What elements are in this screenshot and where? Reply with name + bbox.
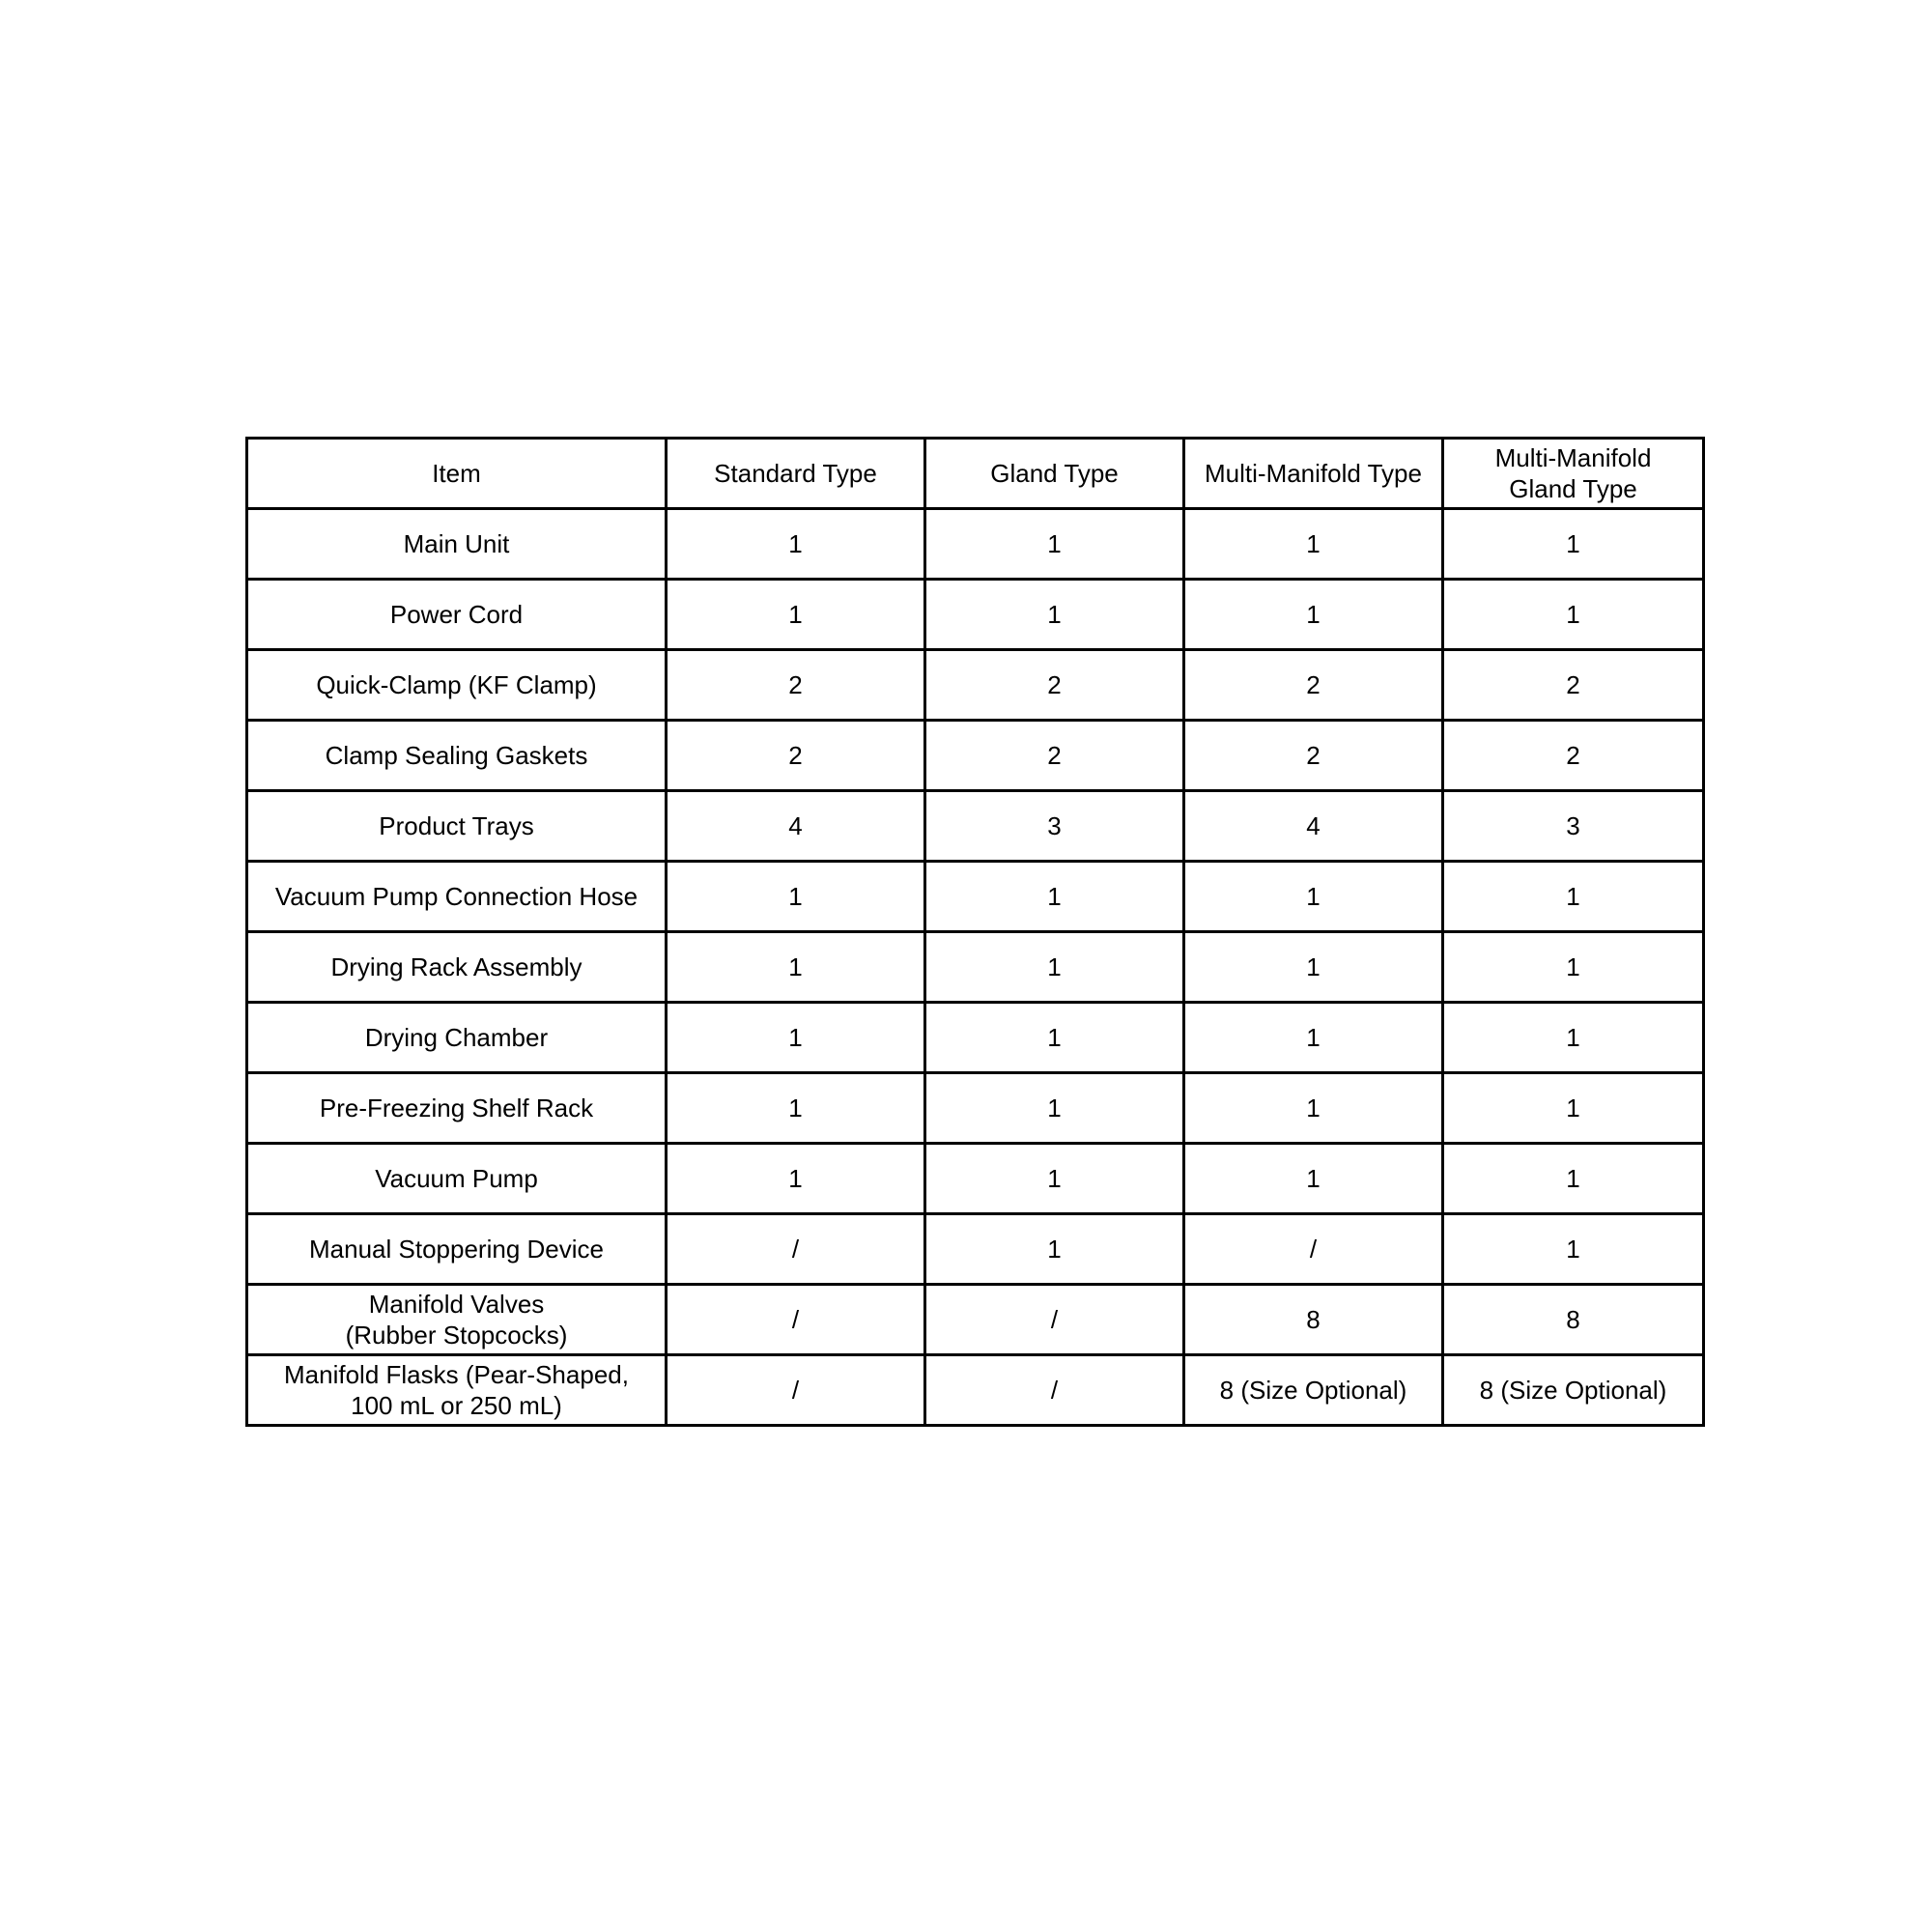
- multi-manifold-type-cell: 8: [1184, 1285, 1443, 1355]
- multi-manifold-type-cell: 2: [1184, 721, 1443, 791]
- item-name-cell: Drying Chamber: [247, 1003, 667, 1073]
- header-standard-type: Standard Type: [667, 439, 925, 509]
- gland-type-cell: /: [925, 1285, 1184, 1355]
- multi-manifold-gland-type-cell: 8: [1443, 1285, 1704, 1355]
- table-row: [247, 1073, 1704, 1144]
- multi-manifold-gland-type-cell: 3: [1443, 791, 1704, 862]
- multi-manifold-gland-type-cell: 1: [1443, 1003, 1704, 1073]
- item-name-cell: Quick-Clamp (KF Clamp): [247, 650, 667, 721]
- multi-manifold-gland-type-cell: 1: [1443, 862, 1704, 932]
- table-row: [247, 509, 1704, 580]
- item-name-cell: Main Unit: [247, 509, 667, 580]
- multi-manifold-type-cell: 1: [1184, 1003, 1443, 1073]
- table-row: [247, 650, 1704, 721]
- item-name-cell: Power Cord: [247, 580, 667, 650]
- multi-manifold-type-cell: 2: [1184, 650, 1443, 721]
- table-row: [247, 1144, 1704, 1214]
- gland-type-cell: 1: [925, 1003, 1184, 1073]
- table-row: [247, 932, 1704, 1003]
- multi-manifold-type-cell: /: [1184, 1214, 1443, 1285]
- gland-type-cell: 1: [925, 1073, 1184, 1144]
- multi-manifold-type-cell: 4: [1184, 791, 1443, 862]
- table-row: [247, 721, 1704, 791]
- standard-type-cell: 2: [667, 650, 925, 721]
- multi-manifold-gland-type-cell: 1: [1443, 1073, 1704, 1144]
- gland-type-cell: /: [925, 1355, 1184, 1426]
- multi-manifold-gland-type-cell: 1: [1443, 932, 1704, 1003]
- multi-manifold-gland-type-cell: 1: [1443, 580, 1704, 650]
- gland-type-cell: 2: [925, 721, 1184, 791]
- standard-type-cell: /: [667, 1285, 925, 1355]
- gland-type-cell: 1: [925, 1214, 1184, 1285]
- standard-type-cell: 1: [667, 1073, 925, 1144]
- standard-type-cell: 1: [667, 580, 925, 650]
- multi-manifold-gland-type-cell: 1: [1443, 1144, 1704, 1214]
- header-multi-manifold-type: Multi-Manifold Type: [1184, 439, 1443, 509]
- multi-manifold-gland-type-cell: 1: [1443, 509, 1704, 580]
- multi-manifold-gland-type-cell: 2: [1443, 650, 1704, 721]
- gland-type-cell: 1: [925, 580, 1184, 650]
- standard-type-cell: 1: [667, 1003, 925, 1073]
- multi-manifold-type-cell: 1: [1184, 932, 1443, 1003]
- table-row: [247, 1003, 1704, 1073]
- gland-type-cell: 1: [925, 862, 1184, 932]
- standard-type-cell: 1: [667, 509, 925, 580]
- gland-type-cell: 1: [925, 509, 1184, 580]
- standard-type-cell: 1: [667, 1144, 925, 1214]
- standard-type-cell: /: [667, 1355, 925, 1426]
- standard-type-cell: 1: [667, 862, 925, 932]
- item-name-cell: Product Trays: [247, 791, 667, 862]
- table-row: [247, 1285, 1704, 1355]
- multi-manifold-gland-type-cell: 2: [1443, 721, 1704, 791]
- gland-type-cell: 1: [925, 1144, 1184, 1214]
- gland-type-cell: 2: [925, 650, 1184, 721]
- table-row: [247, 580, 1704, 650]
- header-item: Item: [247, 439, 667, 509]
- item-name-cell: Vacuum Pump: [247, 1144, 667, 1214]
- standard-type-cell: 2: [667, 721, 925, 791]
- item-name-cell: Manifold Flasks (Pear-Shaped, 100 mL or 250 mL): [247, 1355, 667, 1426]
- standard-type-cell: 4: [667, 791, 925, 862]
- item-name-cell: Vacuum Pump Connection Hose: [247, 862, 667, 932]
- table-row: [247, 791, 1704, 862]
- table-header-row: [247, 439, 1704, 509]
- item-name-cell: Manifold Valves (Rubber Stopcocks): [247, 1285, 667, 1355]
- multi-manifold-type-cell: 1: [1184, 509, 1443, 580]
- multi-manifold-type-cell: 1: [1184, 1073, 1443, 1144]
- gland-type-cell: 3: [925, 791, 1184, 862]
- item-name-cell: Pre-Freezing Shelf Rack: [247, 1073, 667, 1144]
- multi-manifold-type-cell: 8 (Size Optional): [1184, 1355, 1443, 1426]
- multi-manifold-gland-type-cell: 1: [1443, 1214, 1704, 1285]
- multi-manifold-type-cell: 1: [1184, 1144, 1443, 1214]
- header-gland-type: Gland Type: [925, 439, 1184, 509]
- standard-type-cell: /: [667, 1214, 925, 1285]
- gland-type-cell: 1: [925, 932, 1184, 1003]
- item-name-cell: Drying Rack Assembly: [247, 932, 667, 1003]
- multi-manifold-gland-type-cell: 8 (Size Optional): [1443, 1355, 1704, 1426]
- item-name-cell: Manual Stoppering Device: [247, 1214, 667, 1285]
- table-row: [247, 862, 1704, 932]
- standard-type-cell: 1: [667, 932, 925, 1003]
- item-name-cell: Clamp Sealing Gaskets: [247, 721, 667, 791]
- header-multi-manifold-gland-type: Multi-Manifold Gland Type: [1443, 439, 1704, 509]
- multi-manifold-type-cell: 1: [1184, 580, 1443, 650]
- packing-list-table: [245, 437, 1705, 1427]
- multi-manifold-type-cell: 1: [1184, 862, 1443, 932]
- table-row: [247, 1355, 1704, 1426]
- table-row: [247, 1214, 1704, 1285]
